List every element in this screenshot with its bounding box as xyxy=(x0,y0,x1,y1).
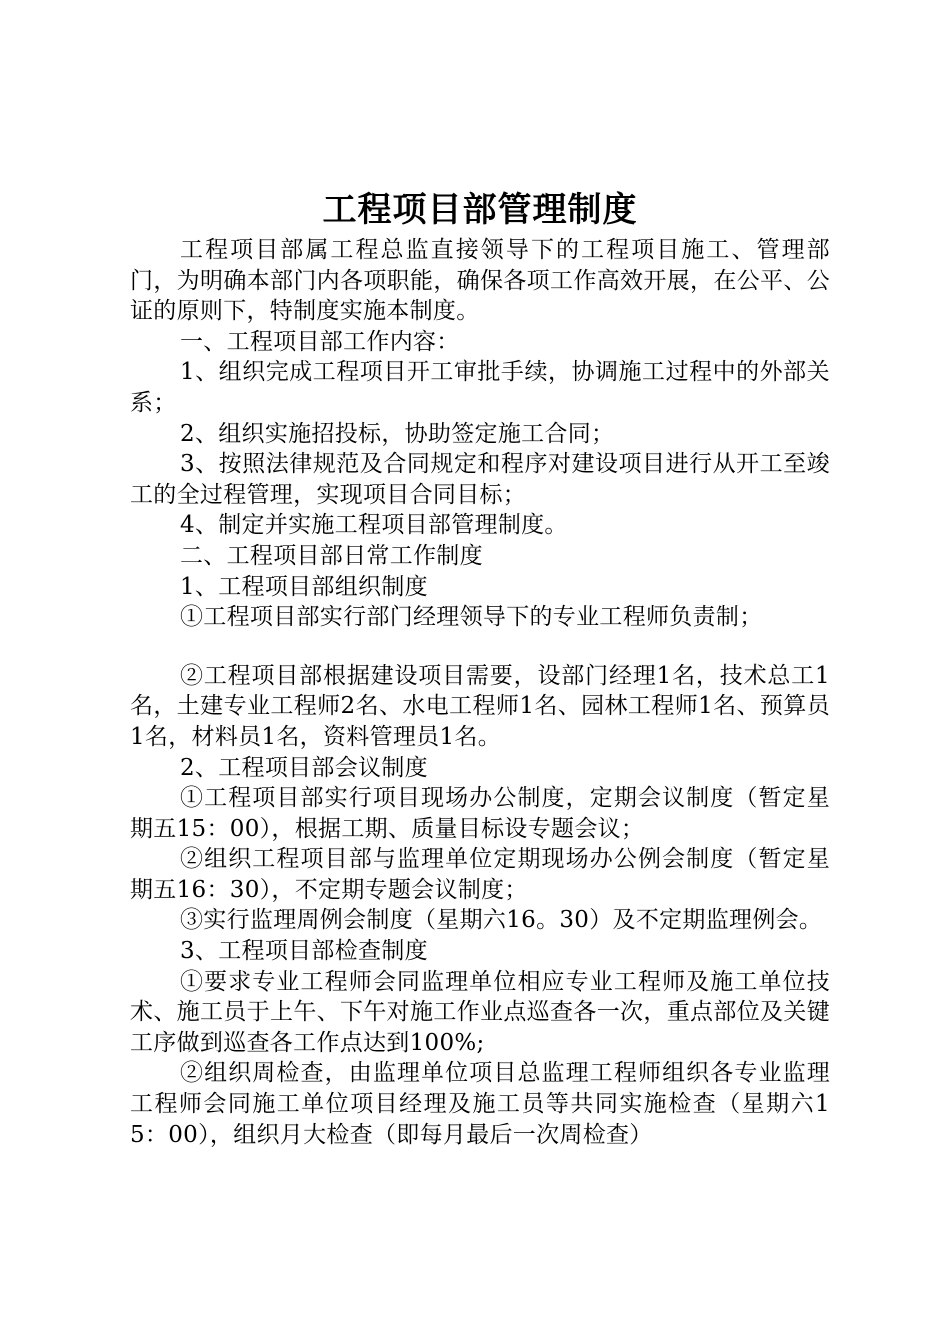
list-item: ②组织周检查，由监理单位项目总监理工程师组织各专业监理工程师会同施工单位项目经理及施工员等共同实施检查（星期六15：00），组织月大检查（即每月最后一次周检查） xyxy=(130,1060,830,1148)
list-item: ①工程项目部实行部门经理领导下的专业工程师负责制； xyxy=(180,604,763,631)
list-item: ②工程项目部根据建设项目需要，设部门经理1名，技术总工1名，土建专业工程师2名、水电工程师1名、园林工程师1名、预算员1名，材料员1名，资料管理员1名。 xyxy=(130,662,830,750)
subsection-heading: 1、工程项目部组织制度 xyxy=(180,573,428,600)
intro-paragraph: 工程项目部属工程总监直接领导下的工程项目施工、管理部门，为明确本部门内各项职能，确保各项工作高效开展，在公平、公证的原则下，特制度实施本制度。 xyxy=(130,237,830,325)
section-heading-1: 一、工程项目部工作内容： xyxy=(180,328,460,355)
list-item: ②组织工程项目部与监理单位定期现场办公例会制度（暂定星期五16：30），不定期专题会议制度； xyxy=(130,846,830,903)
document-page xyxy=(130,185,830,1150)
list-item: ③实行监理周例会制度（星期六16。30）及不定期监理例会。 xyxy=(180,907,823,934)
list-item: ①要求专业工程师会同监理单位相应专业工程师及施工单位技术、施工员于上午、下午对施工作业点巡查各一次，重点部位及关键工序做到巡查各工作点达到100%; xyxy=(130,968,830,1056)
subsection-heading: 3、工程项目部检查制度 xyxy=(180,938,428,965)
list-item: 1、组织完成工程项目开工审批手续，协调施工过程中的外部关系； xyxy=(130,359,830,416)
document-title: 工程项目部管理制度 xyxy=(322,190,638,230)
subsection-heading: 2、工程项目部会议制度 xyxy=(180,754,428,781)
list-item: 2、组织实施招投标，协助签定施工合同； xyxy=(180,420,615,447)
list-item: 4、制定并实施工程项目部管理制度。 xyxy=(180,512,568,539)
list-item: ①工程项目部实行项目现场办公制度，定期会议制度（暂定星期五15：00），根据工期、质量目标设专题会议； xyxy=(130,785,830,842)
list-item: 3、按照法律规范及合同规定和程序对建设项目进行从开工至竣工的全过程管理，实现项目合同目标； xyxy=(130,451,830,508)
section-heading-2: 二、工程项目部日常工作制度 xyxy=(180,542,483,569)
